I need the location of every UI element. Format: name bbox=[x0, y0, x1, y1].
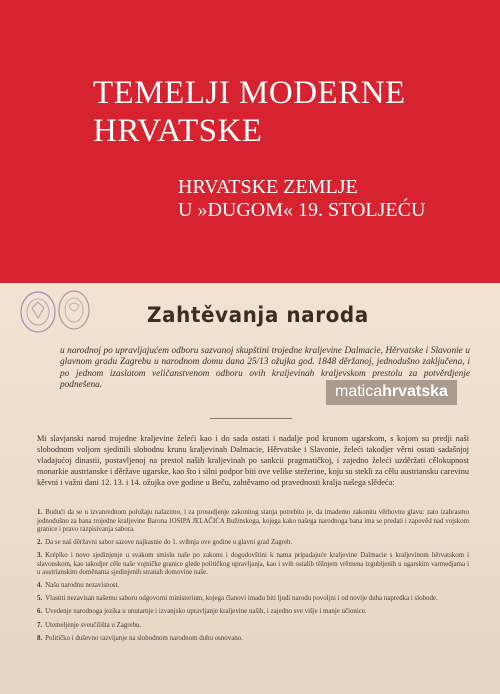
book-title bbox=[93, 74, 493, 150]
demand-text: Političko i duševno razvijanje na slobodnom narodnom duhu osnovano. bbox=[45, 634, 243, 642]
demand-item bbox=[37, 595, 469, 604]
demand-text: Budući da se u izvanrednom položaju nalazimo, i za prosudjenje zakonitog stanja potrebito je, da imademo zakonitu věrhovnu glavu: zato izabrasmo jednodušno za bana trojedne kraljevine Barona JOSIPA JELAČIĆA Bužinskoga, kojega kako našega narodnoga bana ima se predati i zapověd nad vojskom granice i pravo razpisivanja sabora. bbox=[37, 509, 469, 533]
red-cover-band bbox=[0, 0, 500, 283]
demand-number: 8. bbox=[37, 634, 43, 642]
divider bbox=[210, 418, 292, 419]
demands-list bbox=[37, 509, 469, 648]
historic-document bbox=[0, 283, 500, 694]
demand-number: 3. bbox=[37, 552, 43, 560]
demand-item bbox=[37, 509, 469, 535]
demand-number: 4. bbox=[37, 582, 43, 590]
publisher-logo-part2: hrvatska bbox=[382, 383, 448, 400]
book-subtitle-line2: U »DUGOM« 19. STOLJEĆU bbox=[178, 199, 426, 221]
demand-item bbox=[37, 552, 469, 578]
demand-item bbox=[37, 539, 469, 548]
demand-number: 7. bbox=[37, 621, 43, 629]
demand-text: Utemeljenje sveučilišta u Zagrebu. bbox=[45, 621, 142, 629]
book-subtitle bbox=[178, 176, 488, 222]
book-subtitle-line1: HRVATSKE ZEMLJE bbox=[178, 176, 358, 198]
book-title-line2: HRVATSKE bbox=[93, 113, 263, 149]
demand-text: Uvedenje narodnoga jezika u unutarnje i izvanjsko upravljanje kraljevine naših, i zajedno sve višje i manje učionice. bbox=[45, 608, 367, 616]
publisher-logo-part1: matica bbox=[335, 383, 383, 400]
demand-text: Kréplko i novo sjedinjenje u svakom smislu naše po zakonu i dogodovštini k nama pripadajuće kraljevine Dalmacie s kraljevinom hěrvatskom i slavonskom, kao takodjer cěle naše vojničke granice glede političkog upravljanja, kao i svih ostalih těžnjem vrěmena izgubljenih u ugarskim varmedjama i u austrianskim doměnama sjedinjenih stranah domovine naše. bbox=[37, 552, 469, 577]
document-heading: Zahtěvanja naroda bbox=[147, 303, 369, 327]
demand-item bbox=[37, 582, 469, 591]
demand-number: 2. bbox=[37, 539, 43, 547]
demand-text: Da se naš děržavni sabor sazove najkasnie do 1. svibnja ove godine u glavni grad Zagreb. bbox=[45, 539, 293, 547]
publisher-logo bbox=[326, 380, 457, 405]
demand-number: 1. bbox=[37, 509, 43, 516]
document-intro: u narodnoj po upravljajućem odboru sazvanoj skupštini trojedne kraljevine Dalmacie, Hěrvatske i Slavonie u glavnom gradu Zagrebu u narodnom domu dana 25/13 ožujka god. 1848 děržanoj, jednodušno zaključena, i po jednom izaslatom veličanstvenom odboru ovih kraljevinah kraljevskom prestolu za potvěrdjenje podnešena. bbox=[60, 346, 470, 390]
book-title-line1: TEMELJI MODERNE bbox=[93, 75, 406, 111]
document-body: Mi slavjanski narod trojedne kraljevine želeći kao i do sada ostati i nadalje pod krunom ugarskom, s kojom su predji naši slobodnom voljom sjedinili slobodnu krunu kraljevinah Dalmacie, Hěrvatske i Slavonie, želeći takodjer věrni ostati sadašnjoj vladajućoj dinastii, postavljenoj na prestol naših kraljevinah po sankcii pragmatičkoj, i zajedno želeći uzděržati cělokupnost monarkie austrianske i děržave ugarske, kao što i silni podpor biti ove velike stežerine, koju su stekli za cělu austriansku carevinu kěrvni i važni dani 12. 13. i 14. ožujka ove godine u Beču, zahtěvamo od pravednosti kralja našega slědeća: bbox=[37, 434, 469, 488]
demand-item bbox=[37, 635, 469, 644]
demand-item bbox=[37, 622, 469, 631]
seal-stamp-icon bbox=[18, 286, 93, 354]
demand-text: Našu narodnu nezavisnost. bbox=[45, 582, 120, 590]
demand-number: 5. bbox=[37, 595, 43, 603]
demand-text: Vlastiti nezavisan našemu saboru odgovorni ministerium, kojega članovi imadu biti ljudi narodu povoljni i od novije duha napredka i slobode. bbox=[45, 595, 438, 603]
demand-number: 6. bbox=[37, 608, 43, 616]
demand-item bbox=[37, 608, 469, 617]
